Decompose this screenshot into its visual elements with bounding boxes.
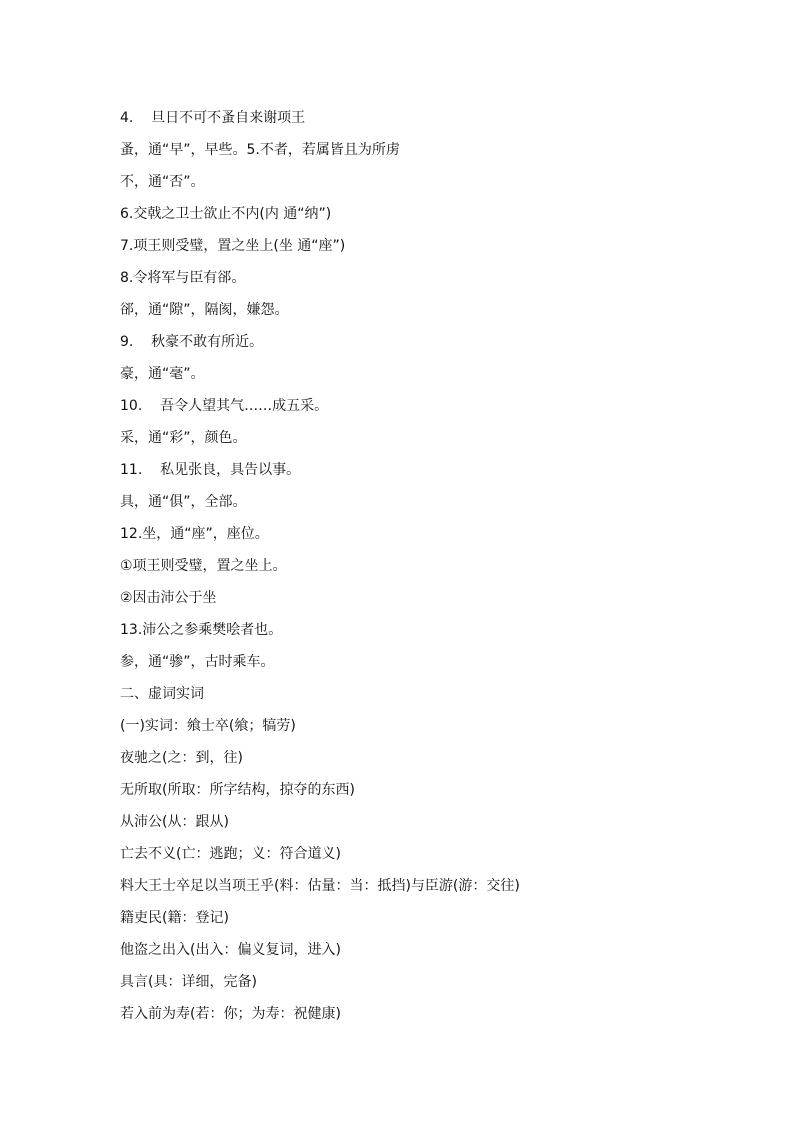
text-line-28: 具言(具：详细，完备) [120,974,257,990]
text-line-15: ①项王则受璧，置之坐上。 [120,558,287,574]
text-line-21: 夜驰之(之：到，往) [120,750,243,766]
text-line-10: 10. 吾令人望其气……成五采。 [120,398,329,414]
text-line-11: 采，通“彩”，颜色。 [120,430,247,446]
text-line-18: 参，通“骖”，古时乘车。 [120,654,275,670]
text-line-29: 若入前为寿(若：你；为寿：祝健康) [120,1006,341,1022]
text-line-7: 郤，通“隙”，隔阂，嫌怨。 [120,302,289,318]
text-line-2: 蚤，通“早”，早些。5.不者，若属皆且为所虏 [120,142,400,158]
text-line-6: 8.令将军与臣有郤。 [120,270,246,286]
section-heading: 二、虚词实词 [120,686,204,702]
text-line-5: 7.项王则受璧，置之坐上(坐 通“座”) [120,238,346,254]
text-line-24: 亡去不义(亡：逃跑；义：符合道义) [120,846,341,862]
text-line-16: ②因击沛公于坐 [120,590,217,606]
text-line-23: 从沛公(从：跟从) [120,814,229,830]
text-line-25: 料大王士卒足以当项王乎(料：估量：当：抵挡)与臣游(游：交往) [120,878,520,894]
text-line-9: 豪，通“毫”。 [120,366,205,382]
text-line-13: 具，通“俱”，全部。 [120,494,247,510]
text-line-3: 不，通“否”。 [120,174,205,190]
text-line-4: 6.交戟之卫士欲止不内(内 通“纳”) [120,206,332,222]
document-body [120,102,720,1030]
text-line-17: 13.沛公之参乘樊哙者也。 [120,622,283,638]
text-line-12: 11. 私见张良，具告以事。 [120,462,301,478]
text-line-8: 9. 秋豪不敢有所近。 [120,334,264,350]
text-line-14: 12.坐，通“座”，座位。 [120,526,269,542]
text-line-20: (一)实词：飨士卒(飨；犒劳) [120,718,296,734]
text-line-22: 无所取(所取：所字结构，掠夺的东西) [120,782,355,798]
text-line-27: 他盗之出入(出入：偏义复词，进入) [120,942,341,958]
text-line-26: 籍吏民(籍：登记) [120,910,229,926]
text-line-1: 4. 旦日不可不蚤自来谢项王 [120,110,306,126]
